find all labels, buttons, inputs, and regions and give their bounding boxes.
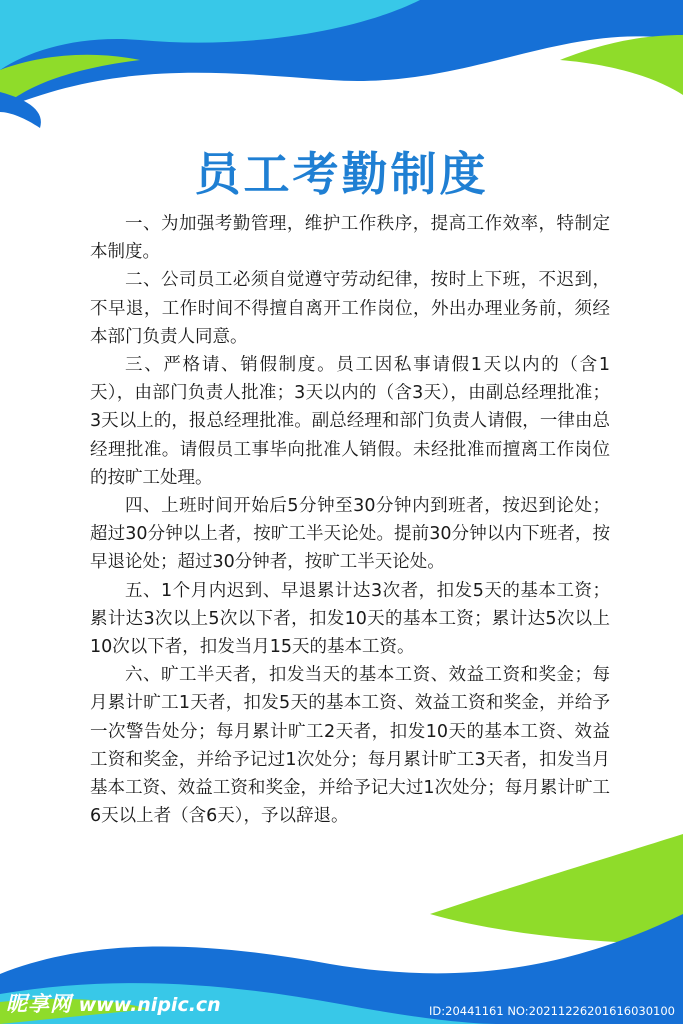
paragraph-1: 一、为加强考勤管理，维护工作秩序，提高工作效率，特制定本制度。 (90, 214, 610, 263)
watermark-brand: 昵享网 (6, 992, 72, 1016)
paragraph-6: 六、旷工半天者，扣发当天的基本工资、效益工资和奖金；每月累计旷工1天者，扣发5天的基本工资、效益工资和奖金，并给予一次警告处分；每月累计旷工2天者，扣发10天的基本工资、效益工资和奖金，并给予记过1次处分；每月累计旷工3天者，扣发当月基本工资、效益工资和奖金，并给予记大过1次处分；每月累计旷工6天以上者（含6天），予以辞退。 (90, 665, 610, 827)
watermark-logo (6, 988, 221, 1018)
paragraph-2: 二、公司员工必须自觉遵守劳动纪律，按时上下班，不迟到，不早退，工作时间不得擅自离开工作岗位，外出办理业务前，须经本部门负责人同意。 (90, 270, 610, 347)
top-wave-decoration (0, 0, 683, 140)
paragraph-3: 三、严格请、销假制度。员工因私事请假1天以内的（含1天），由部门负责人批准；3天以内的（含3天），由副总经理批准；3天以上的，报总经理批准。副总经理和部门负责人请假，一律由总经理批准。请假员工事毕向批准人销假。未经批准而擅离工作岗位的按旷工处理。 (90, 355, 610, 488)
paragraph-4: 四、上班时间开始后5分钟至30分钟内到班者，按迟到论处；超过30分钟以上者，按旷工半天论处。提前30分钟以内下班者，按早退论处；超过30分钟者，按旷工半天论处。 (90, 496, 610, 573)
paragraph-5: 五、1个月内迟到、早退累计达3次者，扣发5天的基本工资；累计达3次以上5次以下者，扣发10天的基本工资；累计达5次以上10次以下者，扣发当月15天的基本工资。 (90, 580, 610, 658)
page-title: 员工考勤制度 (194, 147, 489, 201)
regulation-body (90, 210, 610, 830)
watermark-url: www.nipic.cn (78, 994, 221, 1016)
watermark-id: ID:20441161 NO:20211226201616030100 (429, 1004, 675, 1018)
